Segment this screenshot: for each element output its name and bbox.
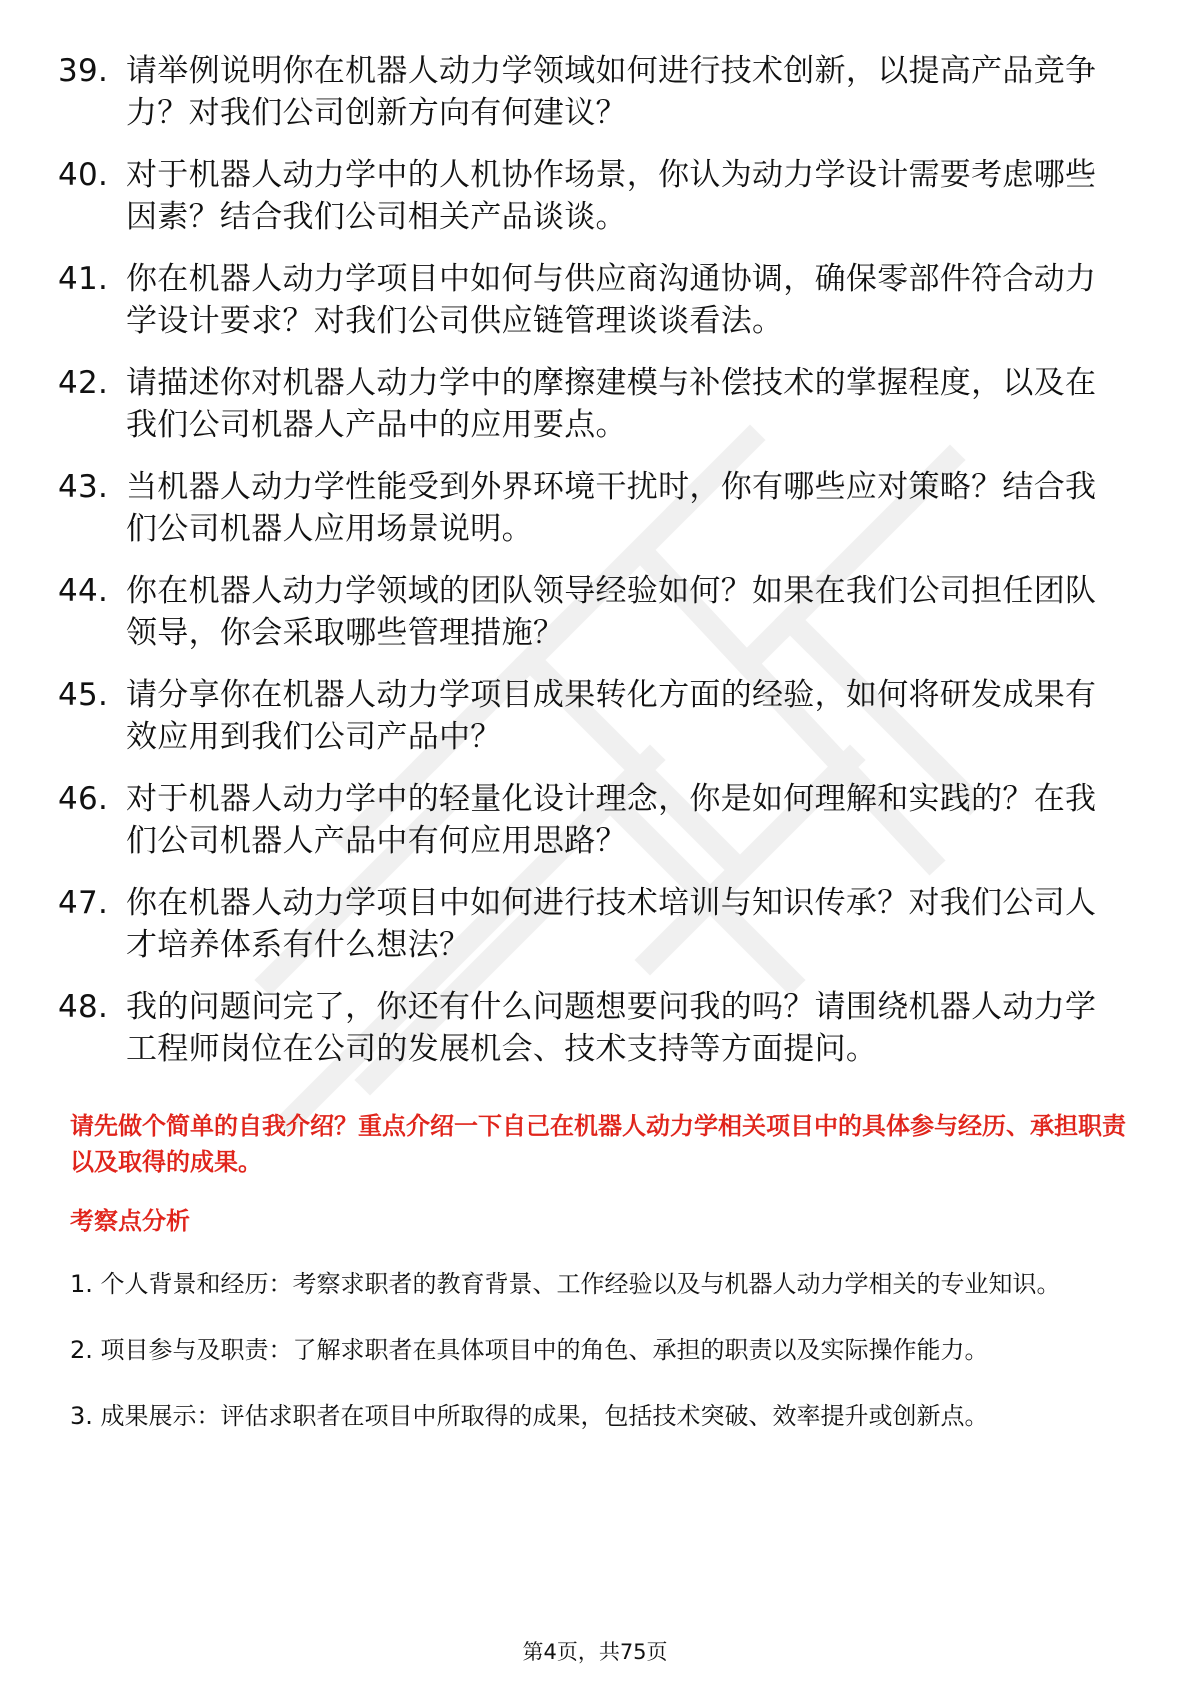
question-text: 请描述你对机器人动力学中的摩擦建模与补偿技术的掌握程度，以及在我们公司机器人产品中的应用要点。 [126, 365, 1097, 443]
question-number: 39. [58, 53, 109, 89]
question-item [58, 50, 1118, 134]
question-item [58, 882, 1118, 966]
question-number: 43. [58, 469, 109, 505]
question-text: 对于机器人动力学中的轻量化设计理念，你是如何理解和实践的？在我们公司机器人产品中有何应用思路？ [126, 781, 1097, 859]
question-item [58, 674, 1118, 758]
analysis-points [70, 1252, 1130, 1450]
question-item [58, 778, 1118, 862]
question-text: 请分享你在机器人动力学项目成果转化方面的经验，如何将研发成果有效应用到我们公司产品中？ [126, 677, 1097, 755]
question-number: 41. [58, 261, 109, 297]
question-text: 你在机器人动力学领域的团队领导经验如何？如果在我们公司担任团队领导，你会采取哪些管理措施？ [126, 573, 1097, 651]
analysis-heading: 考察点分析 [70, 1207, 190, 1235]
question-text: 你在机器人动力学项目中如何与供应商沟通协调，确保零部件符合动力学设计要求？对我们公司供应链管理谈谈看法。 [126, 261, 1097, 339]
analysis-point: 2. 项目参与及职责：了解求职者在具体项目中的角色、承担的职责以及实际操作能力。 [70, 1336, 989, 1364]
question-number: 47. [58, 885, 109, 921]
question-number: 42. [58, 365, 109, 401]
question-number: 40. [58, 157, 109, 193]
question-item [58, 466, 1118, 550]
question-text: 对于机器人动力学中的人机协作场景，你认为动力学设计需要考虑哪些因素？结合我们公司相关产品谈谈。 [126, 157, 1097, 235]
question-item [58, 258, 1118, 342]
analysis-point: 1. 个人背景和经历：考察求职者的教育背景、工作经验以及与机器人动力学相关的专业知识。 [70, 1270, 1061, 1298]
question-text: 请举例说明你在机器人动力学领域如何进行技术创新，以提高产品竞争力？对我们公司创新方向有何建议？ [126, 53, 1097, 131]
question-number: 44. [58, 573, 109, 609]
question-number: 45. [58, 677, 109, 713]
highlighted-question: 请先做个简单的自我介绍？重点介绍一下自己在机器人动力学相关项目中的具体参与经历、承担职责以及取得的成果。 [70, 1112, 1126, 1176]
question-text: 你在机器人动力学项目中如何进行技术培训与知识传承？对我们公司人才培养体系有什么想法？ [126, 885, 1097, 963]
question-item [58, 986, 1118, 1070]
question-text: 我的问题问完了，你还有什么问题想要问我的吗？请围绕机器人动力学工程师岗位在公司的发展机会、技术支持等方面提问。 [126, 989, 1097, 1067]
question-item [58, 570, 1118, 654]
question-number: 46. [58, 781, 109, 817]
question-item [58, 362, 1118, 446]
analysis-point: 3. 成果展示：评估求职者在项目中所取得的成果，包括技术突破、效率提升或创新点。 [70, 1402, 989, 1430]
question-number: 48. [58, 989, 109, 1025]
page-footer: 第4页，共75页 [522, 1640, 668, 1664]
question-item [58, 154, 1118, 238]
question-text: 当机器人动力学性能受到外界环境干扰时，你有哪些应对策略？结合我们公司机器人应用场景说明。 [126, 469, 1097, 547]
question-list [58, 50, 1118, 1090]
